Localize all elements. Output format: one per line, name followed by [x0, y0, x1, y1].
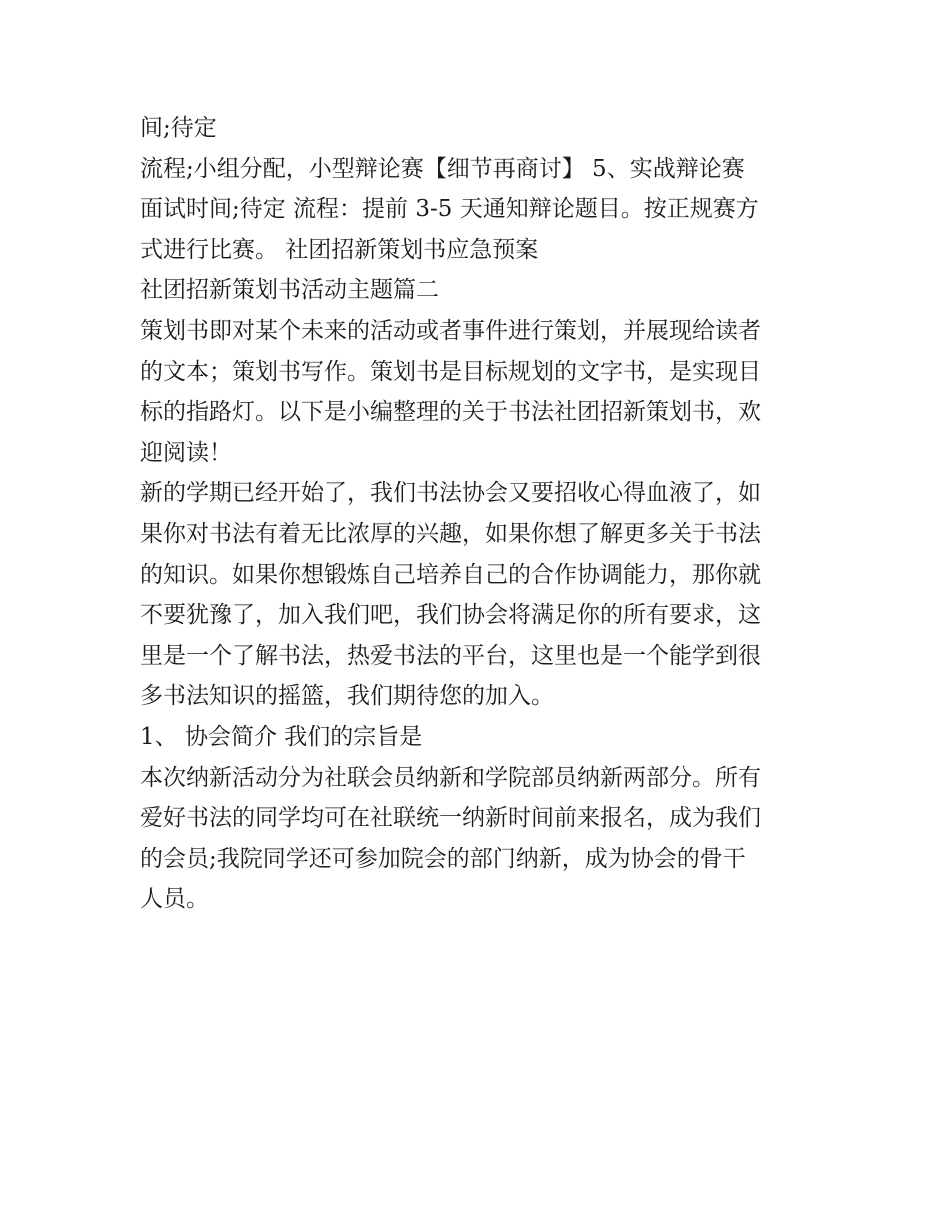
- text-line: 新的学期已经开始了，我们书法协会又要招收心得血液了，如: [140, 480, 761, 507]
- text-line: 里是一个了解书法，热爱书法的平台，这里也是一个能学到很: [140, 642, 761, 669]
- section-heading: 社团招新策划书活动主题篇二: [140, 277, 439, 304]
- document-body: [140, 108, 820, 920]
- text-line: 的会员;我院同学还可参加院会的部门纳新，成为协会的骨干: [140, 845, 746, 872]
- text-line: 爱好书法的同学均可在社联统一纳新时间前来报名，成为我们: [140, 805, 761, 832]
- text-line: 的文本；策划书写作。策划书是目标规划的文字书，是实现目: [140, 358, 761, 385]
- text-line: 式进行比赛。 社团招新策划书应急预案: [140, 236, 539, 263]
- text-line: 人员。: [140, 886, 209, 913]
- text-line: 面试时间;待定 流程：提前 3-5 天通知辩论题目。按正规赛方: [140, 196, 759, 223]
- text-line: 间;待定: [140, 115, 217, 141]
- text-line: 果你对书法有着无比浓厚的兴趣，如果你想了解更多关于书法: [140, 520, 761, 547]
- text-line: 标的指路灯。以下是小编整理的关于书法社团招新策划书，欢: [140, 399, 761, 426]
- text-line: 策划书即对某个未来的活动或者事件进行策划，并展现给读者: [140, 317, 761, 344]
- text-line: 本次纳新活动分为社联会员纳新和学院部员纳新两部分。所有: [140, 764, 761, 791]
- text-line: 不要犹豫了，加入我们吧，我们协会将满足你的所有要求，这: [140, 602, 761, 629]
- text-line: 的知识。如果你想锻炼自己培养自己的合作协调能力，那你就: [140, 561, 761, 588]
- text-line: 流程;小组分配，小型辩论赛【细节再商讨】 5、实战辩论赛: [140, 155, 745, 182]
- text-line: 迎阅读！: [140, 439, 232, 466]
- text-line: 多书法知识的摇篮，我们期待您的加入。: [140, 683, 554, 710]
- list-item-heading: 1、 协会简介 我们的宗旨是: [140, 723, 423, 750]
